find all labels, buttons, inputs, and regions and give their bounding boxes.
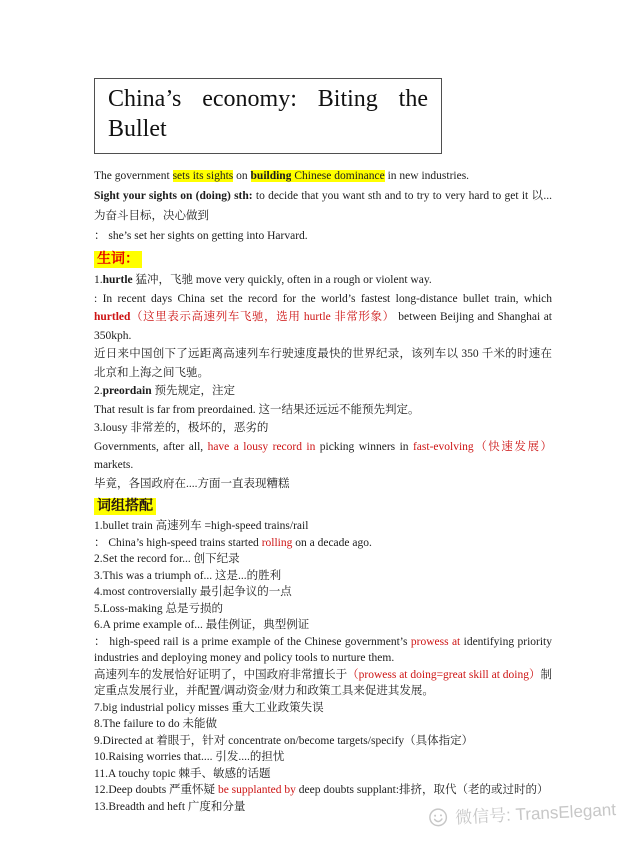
vocab-section-label: 生词：	[94, 251, 142, 268]
text-run: 近日来中国创下了远距离高速列车行驶速度最快的世界纪录，该列车以 350 千米的时速在北京和上海之间飞驰。	[94, 348, 552, 379]
text-run: be supplanted by	[217, 784, 296, 796]
phrase-item-10	[94, 749, 552, 766]
text-run: 制定重点发展行业，并配置/调动资金/财力和政策工具来促进其发展。	[94, 668, 552, 697]
phrase-item-12	[94, 782, 552, 799]
text-run: identifying priority industries and deploying money and policy tools to nurture them.	[94, 635, 552, 664]
text-run: The government	[94, 170, 173, 182]
document-content	[94, 0, 552, 815]
title-word: economy:	[202, 86, 297, 112]
text-run: 3.This was a triumph of... 这是...的胜利	[94, 569, 282, 582]
watermark-text: 微信号: TransElegant	[454, 800, 617, 828]
phrases-section-heading	[94, 496, 552, 518]
phrases-section-label: 词组搭配	[94, 498, 156, 515]
phrase-item-8	[94, 716, 552, 733]
text-run: 11.A touchy topic 棘手、敏感的话题	[94, 767, 271, 780]
vocab-entry-1-translation	[94, 345, 552, 382]
phrase-item-1	[94, 518, 552, 535]
text-run: : In recent days China set the record for the world’s fastest long-distance bullet train, which	[94, 292, 552, 305]
vocab-entry-3-example	[94, 438, 552, 475]
phrase-item-2	[94, 551, 552, 568]
article-title-line1	[108, 84, 428, 114]
article-title-line2: Bullet	[108, 116, 167, 142]
phrase-item-1-example	[94, 535, 552, 552]
text-run: Sight your sights on (doing) sth:	[94, 190, 253, 202]
text-run: 1.	[94, 274, 103, 286]
text-run: 预先规定，注定	[151, 385, 235, 397]
text-run: Chinese dominance	[291, 170, 385, 182]
text-run: rolling	[261, 536, 293, 549]
text-run: （快速发展）	[473, 440, 553, 453]
wechat-smiley-icon	[427, 805, 450, 828]
text-run: 3.lousy 非常差的，极坏的，恶劣的	[94, 422, 269, 434]
phrase-item-9	[94, 733, 552, 750]
text-run: 2.	[94, 385, 103, 397]
vocab-section	[94, 271, 552, 493]
text-run: picking winners in	[315, 440, 413, 453]
text-run: prowess at	[410, 635, 461, 648]
title-word: Biting	[317, 86, 378, 112]
phrase-item-6-example	[94, 634, 552, 667]
text-run: Governments, after all,	[94, 440, 208, 453]
intro-example	[94, 226, 552, 246]
intro-definition	[94, 186, 552, 226]
text-run: ： high-speed rail is a prime example of the Chinese government’s	[94, 635, 411, 648]
vocab-entry-3-translation	[94, 475, 552, 494]
text-run: That result is far from preordained. 这一结果还远远不能预先判定。	[94, 403, 420, 416]
text-run: （这里表示高速列车飞驰，选用 hurtle 非常形象）	[130, 311, 395, 323]
text-run: hurtled	[94, 311, 131, 323]
vocab-section-heading	[94, 249, 552, 271]
vocab-entry-1-headword	[94, 271, 552, 290]
phrase-item-6	[94, 617, 552, 634]
text-run: 8.The failure to do 未能做	[94, 718, 217, 730]
text-run: sets its sights	[172, 170, 234, 182]
text-run: markets.	[94, 459, 134, 471]
phrase-item-7	[94, 700, 552, 717]
text-run: ： China’s high-speed trains started	[94, 536, 262, 549]
vocab-entry-2-headword	[94, 382, 552, 401]
text-run: on a decade ago.	[292, 536, 372, 549]
text-run: ： she’s set her sights on getting into Harvard.	[94, 230, 308, 242]
text-run: 毕竟，各国政府在....方面一直表现糟糕	[94, 477, 290, 490]
text-run: building	[250, 170, 292, 182]
text-run: 13.Breadth and heft 广度和分量	[94, 800, 246, 813]
intro-section	[94, 166, 552, 246]
text-run: 1.bullet train 高速列车 =high-speed trains/rail	[94, 520, 309, 532]
phrase-item-3	[94, 568, 552, 585]
text-run: deep doubts supplant:排挤，取代（老的或过时的）	[295, 784, 549, 796]
text-run: 2.Set the record for... 创下纪录	[94, 553, 240, 565]
text-run: 5.Loss-making 总是亏损的	[94, 602, 224, 615]
text-run: 9.Directed at 着眼于，针对 concentrate on/become targets/specify（具体指定）	[94, 734, 474, 747]
phrase-item-4	[94, 584, 552, 601]
vocab-entry-3-headword	[94, 419, 552, 438]
text-run: 12.Deep doubts 严重怀疑	[94, 784, 218, 796]
text-run: hurtle	[102, 274, 133, 286]
text-run: on	[233, 170, 251, 182]
title-word: China’s	[108, 86, 182, 112]
phrase-item-5	[94, 601, 552, 618]
text-run: to decide that you want sth and to try to very hard to get it 以...为奋斗目标，决心做到	[94, 190, 552, 222]
phrase-item-6-translation	[94, 667, 552, 700]
text-run: 猛冲，飞驰 move very quickly, often in a rough or violent way.	[132, 274, 432, 286]
text-run: have a lousy record in	[207, 440, 316, 453]
text-run: between Beijing and Shanghai at 350kph.	[94, 311, 552, 342]
text-run: （prowess at doing=great skill at doing）	[347, 668, 541, 681]
text-run: 6.A prime example of... 最佳例证，典型例证	[94, 619, 310, 631]
vocab-entry-2-example	[94, 401, 552, 420]
text-run: 高速列车的发展恰好证明了，中国政府非常擅长于	[94, 668, 348, 681]
phrases-section	[94, 518, 552, 815]
text-run: 4.most controversially 最引起争议的一点	[94, 586, 292, 598]
text-run: fast-evolving	[412, 440, 474, 453]
phrase-item-11	[94, 766, 552, 783]
text-run: in new industries.	[384, 170, 470, 182]
vocab-entry-1-example	[94, 290, 552, 346]
article-title-box	[94, 78, 442, 154]
text-run: preordain	[102, 385, 152, 397]
intro-sentence	[94, 166, 552, 186]
title-word: the	[398, 86, 428, 112]
text-run: 10.Raising worries that.... 引发....的担忧	[94, 751, 285, 763]
text-run: 7.big industrial policy misses 重大工业政策失误	[94, 701, 324, 714]
